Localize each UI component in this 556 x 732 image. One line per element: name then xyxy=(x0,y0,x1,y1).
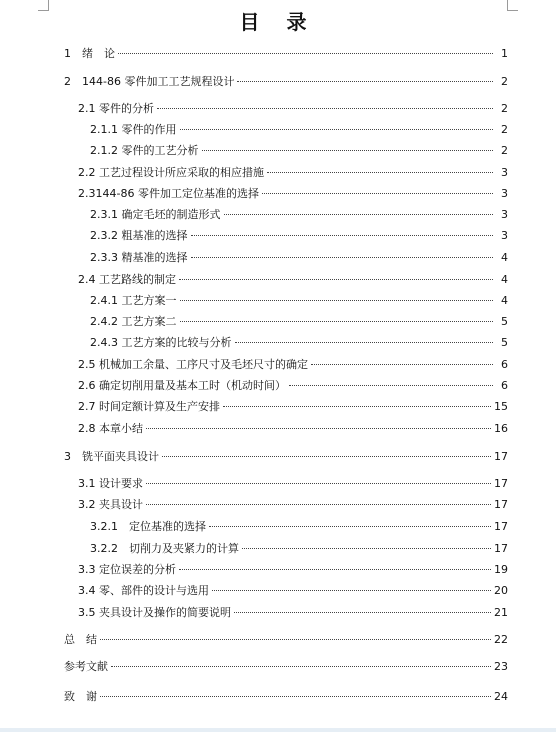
toc-entry-page-number: 17 xyxy=(494,477,508,490)
toc-entry[interactable] xyxy=(90,518,508,536)
toc-dot-leader xyxy=(267,172,493,173)
toc-entry-label: 2.6 确定切削用量及基本工时（机动时间） xyxy=(78,379,286,392)
toc-entry-page-number: 2 xyxy=(501,102,508,115)
toc-entry-page-number: 21 xyxy=(494,606,508,619)
toc-entry-page-number: 4 xyxy=(501,273,508,286)
toc-entry[interactable] xyxy=(78,164,508,182)
toc-dot-leader xyxy=(202,150,494,151)
toc-entry-page-number: 2 xyxy=(501,75,508,88)
toc-dot-leader xyxy=(162,456,491,457)
toc-entry[interactable] xyxy=(78,475,508,493)
toc-dot-leader xyxy=(180,321,494,322)
toc-entry[interactable] xyxy=(78,398,508,416)
toc-entry[interactable] xyxy=(64,73,508,91)
toc-dot-leader xyxy=(311,364,493,365)
toc-entry-label: 3.4 零、部件的设计与选用 xyxy=(78,584,209,597)
toc-entry-page-number: 6 xyxy=(501,358,508,371)
toc-dot-leader xyxy=(100,639,491,640)
toc-dot-leader xyxy=(262,193,493,194)
toc-dot-leader xyxy=(235,342,494,343)
toc-entry-label: 2.5 机械加工余量、工序尺寸及毛坯尺寸的确定 xyxy=(78,358,308,371)
toc-entry[interactable] xyxy=(64,631,508,649)
toc-entry[interactable] xyxy=(90,227,508,245)
toc-entry-page-number: 15 xyxy=(494,400,508,413)
toc-entry-page-number: 17 xyxy=(494,450,508,463)
toc-entry-page-number: 2 xyxy=(501,144,508,157)
toc-entry-page-number: 4 xyxy=(501,251,508,264)
toc-entry[interactable] xyxy=(90,249,508,267)
toc-entry[interactable] xyxy=(78,356,508,374)
toc-entry-label: 2.3.3 精基准的选择 xyxy=(90,251,188,264)
page-bottom-edge xyxy=(0,728,556,732)
toc-entry-label: 3.2.2 切削力及夹紧力的计算 xyxy=(90,542,239,555)
toc-entry-label: 2.4 工艺路线的制定 xyxy=(78,273,176,286)
toc-entry-label: 2.1 零件的分析 xyxy=(78,102,154,115)
toc-entry-label: 3.2 夹具设计 xyxy=(78,498,143,511)
toc-dot-leader xyxy=(191,235,494,236)
toc-entry[interactable] xyxy=(90,334,508,352)
toc-entry-page-number: 3 xyxy=(501,208,508,221)
toc-entry-page-number: 6 xyxy=(501,379,508,392)
toc-entry-page-number: 17 xyxy=(494,498,508,511)
toc-entry-page-number: 22 xyxy=(494,633,508,646)
toc-dot-leader xyxy=(242,548,491,549)
toc-entry-label: 2.1.2 零件的工艺分析 xyxy=(90,144,199,157)
toc-dot-leader xyxy=(157,108,493,109)
toc-entry-label: 2.7 时间定额计算及生产安排 xyxy=(78,400,220,413)
toc-entry-page-number: 24 xyxy=(494,690,508,703)
toc-dot-leader xyxy=(146,483,491,484)
toc-entry[interactable] xyxy=(64,658,508,676)
toc-entry-label: 3.5 夹具设计及操作的简要说明 xyxy=(78,606,231,619)
toc-entry[interactable] xyxy=(78,271,508,289)
toc-entry-page-number: 5 xyxy=(501,336,508,349)
toc-entry-label: 2.8 本章小结 xyxy=(78,422,143,435)
toc-entry-label: 2 144-86 零件加工工艺规程设计 xyxy=(64,75,235,88)
toc-entry[interactable] xyxy=(78,377,508,395)
toc-dot-leader xyxy=(212,590,491,591)
toc-entry[interactable] xyxy=(78,496,508,514)
toc-dot-leader xyxy=(146,428,491,429)
toc-entry[interactable] xyxy=(64,448,508,466)
toc-entry-label: 3 铣平面夹具设计 xyxy=(64,450,159,463)
toc-entry-page-number: 4 xyxy=(501,294,508,307)
toc-entry[interactable] xyxy=(64,45,508,63)
toc-entry-page-number: 16 xyxy=(494,422,508,435)
toc-entry[interactable] xyxy=(64,688,508,706)
toc-dot-leader xyxy=(289,385,493,386)
toc-title: 目 录 xyxy=(239,10,317,34)
toc-entry-label: 3.2.1 定位基准的选择 xyxy=(90,520,206,533)
toc-entry-page-number: 5 xyxy=(501,315,508,328)
toc-entry-label: 2.2 工艺过程设计所应采取的相应措施 xyxy=(78,166,264,179)
toc-entry-label: 3.3 定位误差的分析 xyxy=(78,563,176,576)
toc-entry-page-number: 1 xyxy=(501,47,508,60)
toc-entry[interactable] xyxy=(78,185,508,203)
toc-dot-leader xyxy=(179,279,493,280)
toc-entry-page-number: 17 xyxy=(494,520,508,533)
toc-entry[interactable] xyxy=(78,582,508,600)
toc-entry-label: 2.4.3 工艺方案的比较与分析 xyxy=(90,336,232,349)
toc-entry[interactable] xyxy=(90,142,508,160)
toc-entry-label: 2.4.2 工艺方案二 xyxy=(90,315,177,328)
toc-entry[interactable] xyxy=(78,561,508,579)
toc-dot-leader xyxy=(237,81,493,82)
toc-dot-leader xyxy=(180,129,494,130)
toc-entry[interactable] xyxy=(78,420,508,438)
toc-entry-page-number: 20 xyxy=(494,584,508,597)
toc-entry-label: 致 谢 xyxy=(64,690,97,703)
toc-entry-page-number: 19 xyxy=(494,563,508,576)
toc-entry-page-number: 3 xyxy=(501,187,508,200)
toc-dot-leader xyxy=(180,300,494,301)
toc-entry-label: 2.3144-86 零件加工定位基准的选择 xyxy=(78,187,259,200)
toc-entry-label: 1 绪 论 xyxy=(64,47,115,60)
toc-dot-leader xyxy=(179,569,491,570)
toc-dot-leader xyxy=(100,696,491,697)
toc-dot-leader xyxy=(111,666,491,667)
toc-entry[interactable] xyxy=(90,313,508,331)
toc-entry-label: 3.1 设计要求 xyxy=(78,477,143,490)
toc-entry-label: 2.3.2 粗基准的选择 xyxy=(90,229,188,242)
toc-entry-page-number: 23 xyxy=(494,660,508,673)
toc-dot-leader xyxy=(146,504,491,505)
toc-dot-leader xyxy=(234,612,491,613)
toc-entry-page-number: 3 xyxy=(501,229,508,242)
toc-entry[interactable] xyxy=(90,292,508,310)
toc-entry-page-number: 2 xyxy=(501,123,508,136)
toc-entry-label: 2.4.1 工艺方案一 xyxy=(90,294,177,307)
toc-dot-leader xyxy=(209,526,491,527)
toc-entry[interactable] xyxy=(90,206,508,224)
toc-entry-label: 参考文献 xyxy=(64,660,108,673)
toc-dot-leader xyxy=(224,214,494,215)
toc-entry[interactable] xyxy=(90,540,508,558)
toc-entry-page-number: 3 xyxy=(501,166,508,179)
toc-entry-page-number: 17 xyxy=(494,542,508,555)
toc-dot-leader xyxy=(118,53,493,54)
toc-entry-label: 2.3.1 确定毛坯的制造形式 xyxy=(90,208,221,221)
toc-entry-label: 总 结 xyxy=(64,633,97,646)
toc-entry-label: 2.1.1 零件的作用 xyxy=(90,123,177,136)
toc-dot-leader xyxy=(223,406,491,407)
toc-entry[interactable] xyxy=(78,100,508,118)
toc-entry[interactable] xyxy=(90,121,508,139)
toc-dot-leader xyxy=(191,257,494,258)
toc-entry[interactable] xyxy=(78,604,508,622)
